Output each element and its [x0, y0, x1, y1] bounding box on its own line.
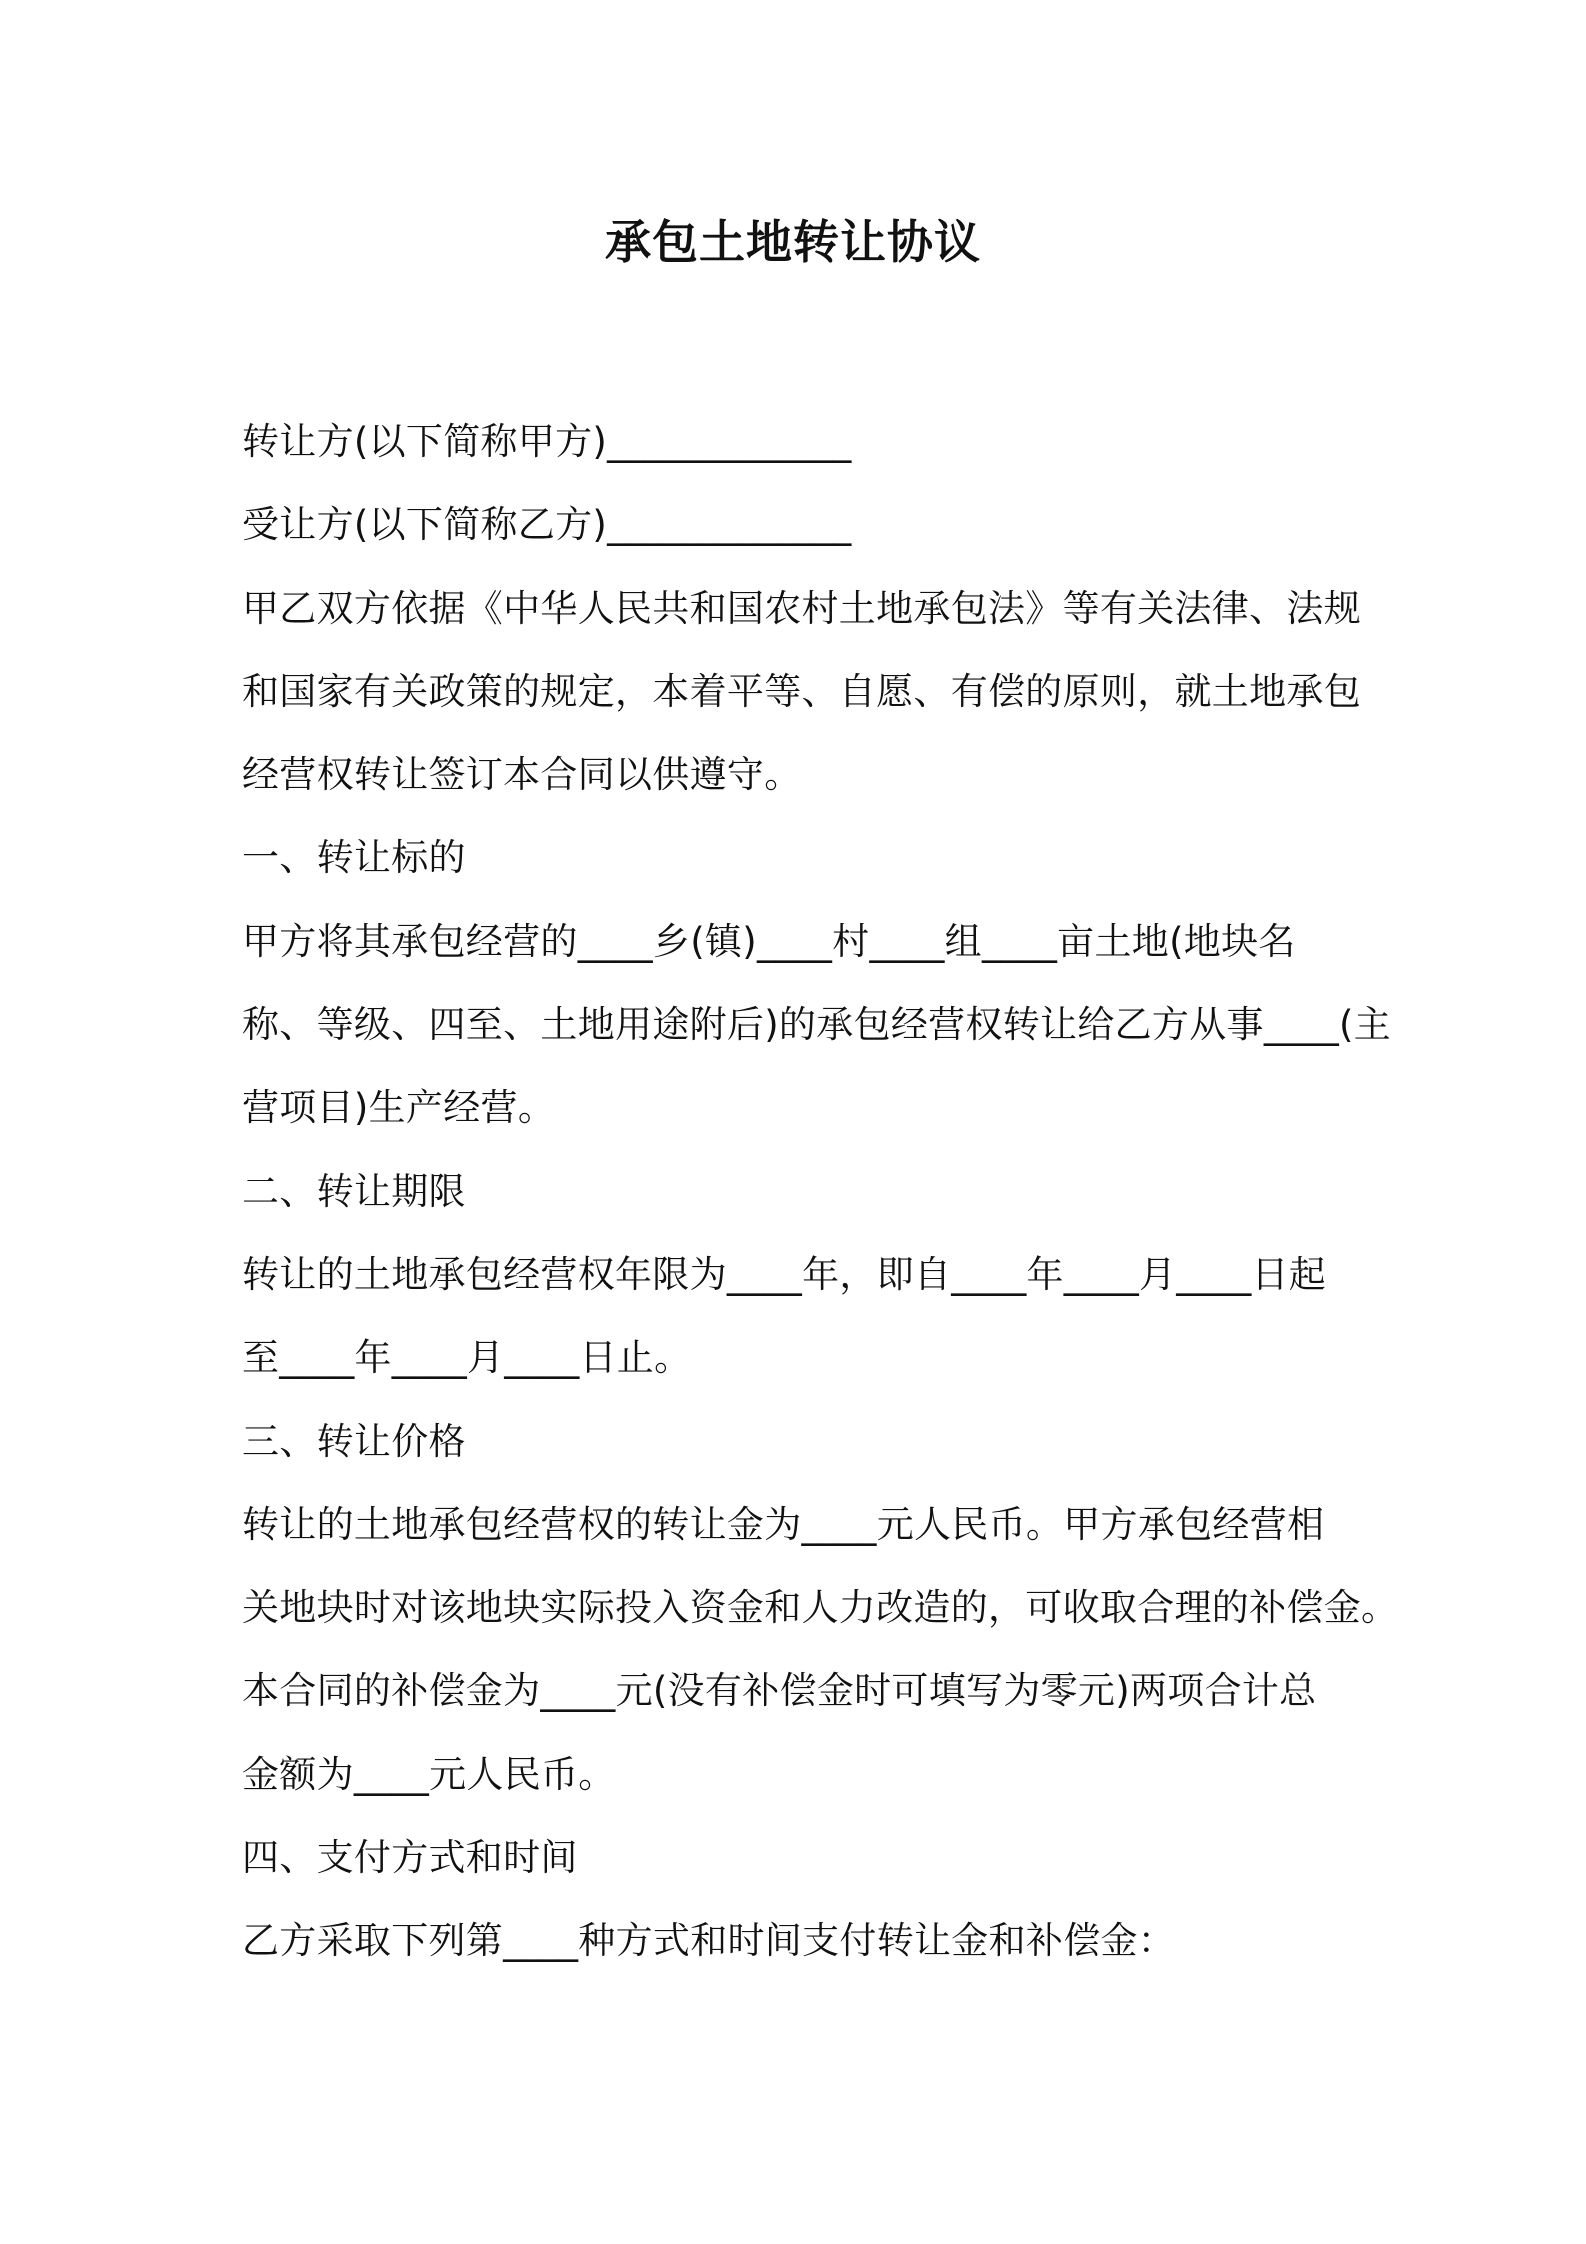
- party-a-line: 转让方(以下简称甲方)_____________: [242, 420, 852, 463]
- section-heading-4: 四、支付方式和时间: [242, 1836, 578, 1880]
- section-heading-1: 一、转让标的: [242, 836, 466, 880]
- preamble-line-3: 经营权转让签订本合同以供遵守。: [242, 753, 802, 797]
- section-3-line-1: 转让的土地承包经营权的转让金为____元人民币。甲方承包经营相: [242, 1502, 1325, 1546]
- section-3-line-2: 关地块时对该地块实际投入资金和人力改造的，可收取合理的补偿金。: [242, 1586, 1399, 1630]
- section-4-line-1: 乙方采取下列第____种方式和时间支付转让金和补偿金：: [242, 1919, 1176, 1963]
- preamble-line-2: 和国家有关政策的规定，本着平等、自愿、有偿的原则，就土地承包: [242, 669, 1361, 713]
- section-1-line-1: 甲方将其承包经营的____乡(镇)____村____组____亩土地(地块名: [242, 919, 1296, 963]
- section-1-line-2: 称、等级、四至、土地用途附后)的承包经营权转让给乙方从事____(主: [242, 1003, 1392, 1047]
- document-body: [242, 400, 1399, 1983]
- section-3-line-3: 本合同的补偿金为____元(没有补偿金时可填写为零元)两项合计总: [242, 1669, 1317, 1713]
- section-1-line-3: 营项目)生产经营。: [242, 1086, 556, 1130]
- document-title: 承包土地转让协议: [605, 215, 981, 269]
- section-2-line-2: 至____年____月____日止。: [242, 1336, 692, 1380]
- section-heading-2: 二、转让期限: [242, 1169, 466, 1213]
- section-2-line-1: 转让的土地承包经营权年限为____年，即自____年____月____日起: [242, 1252, 1327, 1296]
- section-3-line-4: 金额为____元人民币。: [242, 1752, 616, 1796]
- section-heading-3: 三、转让价格: [242, 1419, 466, 1463]
- party-b-line: 受让方(以下简称乙方)_____________: [242, 503, 852, 547]
- preamble-line-1: 甲乙双方依据《中华人民共和国农村土地承包法》等有关法律、法规: [242, 586, 1361, 630]
